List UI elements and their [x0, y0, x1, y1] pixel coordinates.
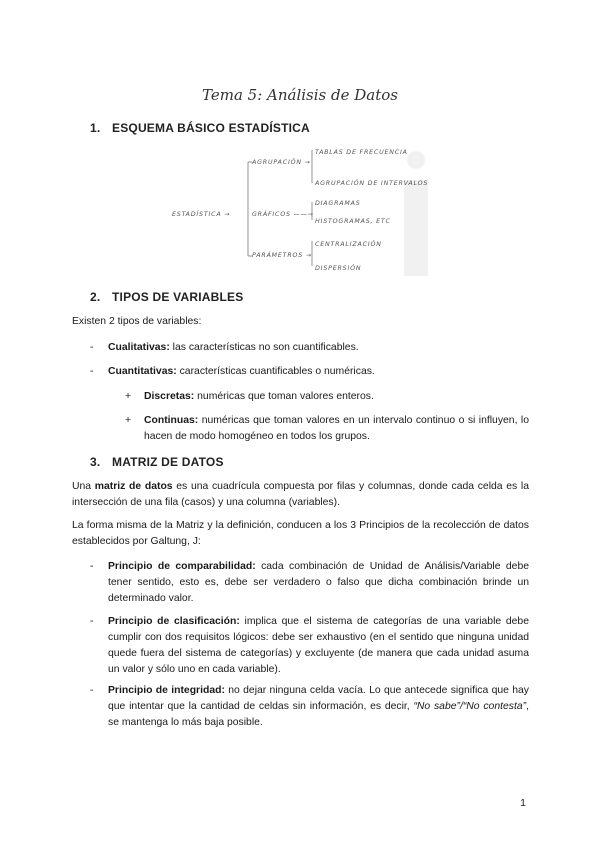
- diagram-root-label: ESTADÍSTICA →: [172, 211, 231, 218]
- diagram-branch-graphics: GRÁFICOS ——→: [252, 211, 314, 218]
- bullet-dash: -: [90, 342, 94, 353]
- desc-discrete: numéricas que toman valores enteros.: [194, 391, 374, 402]
- desc-classification: implica que el sistema de categorías de una variable debe cumplir con dos requisitos lógicos: debe ser exhaustivo (en el sentido que ninguna unidad quede fuera del sistema de categorías) y excluyente (de manera que cada unidad asuma un valor y sólo uno en cada variable).: [108, 616, 529, 675]
- term-discrete: Discretas:: [144, 391, 195, 402]
- principles-intro-paragraph: La forma misma de la Matriz y la definición, conducen a los 3 Principios de la recolección de datos establecidos por Galtung, J:: [72, 520, 529, 547]
- desc-comparability: cada combinación de Unidad de Análisis/Variable debe tener sentido, esto es, debe ser verdadero o falso que dicha combinación brinde un determinado valor.: [108, 561, 530, 604]
- variables-intro: Existen 2 tipos de variables:: [72, 316, 202, 327]
- term-classification: Principio de clasificación:: [108, 616, 240, 627]
- term-quantitative: Cuantitativas:: [108, 366, 177, 377]
- quote-no-sabe: “No sabe”/“No contesta”: [413, 701, 527, 712]
- term-integrity: Principio de integridad:: [108, 685, 225, 696]
- section-3-number: 3.: [90, 455, 101, 469]
- desc-qualitative: las características no son cuantificables.: [169, 342, 359, 353]
- term-qualitative: Cualitativas:: [108, 342, 170, 353]
- bullet-dash: -: [90, 685, 94, 696]
- diagram-item-dispersion: DISPERSIÓN: [315, 265, 362, 272]
- statistics-scheme-diagram: [160, 140, 450, 280]
- section-2-number: 2.: [90, 290, 101, 304]
- bullet-plus: +: [125, 391, 132, 402]
- bullet-dash: -: [90, 616, 94, 627]
- desc-quantitative: características cuantificables o numéricas.: [176, 366, 375, 377]
- section-1-heading: [90, 121, 310, 135]
- desc-continuous: numéricas que toman valores en un intervalo continuo o si influyen, lo hacen de modo homogéneo en todos los grupos.: [144, 415, 529, 442]
- diagram-item-frequency-tables: TABLAS DE FRECUENCIA: [315, 149, 408, 156]
- diagram-item-centralization: CENTRALIZACIÓN: [315, 241, 382, 248]
- diagram-item-interval-grouping: AGRUPACIÓN DE INTERVALOS: [315, 180, 429, 187]
- bullet-plus: +: [125, 415, 132, 426]
- document-page: Tema 5: Análisis de Datos 1. ESQUEMA BÁSICO ESTADÍSTICA ESTADÍSTICA → AGRUPACIÓN → TABLAS DE FRECUENCIA AGRUPACIÓN DE INTERVALOS GRÁFICOS ——→ DIAGRAMAS HISTOGRAMAS, ETC PARÁMETROS → CENTRALIZACIÓN DISPERSIÓN 2. TIPOS DE VARIABLES Existen 2 tipos de variables: - Cualitativas: las características no son cuantificables. - Cuantitativas: características cuantificables o numéricas. + Discretas: numéricas que toman valores enteros. + Continuas: numéricas que toman valores en un intervalo continuo o si influyen, lo hacen de modo homogéneo en todos los grupos. 3. MATRIZ DE DATOS Una matriz de datos es una cuadrícula compuesta por filas y columnas, donde cada celda es la intersección de una fila (casos) y una columna (variables). La forma misma de la Matriz y la definición, conducen a los 3 Principios de la recolección de datos establecidos por Galtung, J: - Principio de comparabilidad: cada combinación de Unidad de Análisis/Variable debe tener sentido, esto es, debe ser verdadero o falso que dicha combinación brinde un determinado valor. - Principio de clasificación: implica que el sistema de categorías de una variable debe cumplir con dos requisitos lógicos: debe ser exhaustivo (en el sentido que ninguna unidad quede fuera del sistema de categorías) y excluyente (de manera que cada unidad asuma un valor y sólo uno en cada variable). - Principio de integridad: no dejar ninguna celda vacía. Lo que antecede significa que hay que intentar que la cantidad de celdas sin información, es decir, “No sabe”/“No contesta”, se mantenga lo más baja posible. 1: [0, 0, 600, 848]
- bullet-dash: -: [90, 366, 94, 377]
- section-3-title: MATRIZ DE DATOS: [112, 455, 224, 469]
- section-1-number: 1.: [90, 121, 101, 135]
- section-1-title: ESQUEMA BÁSICO ESTADÍSTICA: [112, 121, 310, 135]
- diagram-branch-parameters: PARÁMETROS →: [252, 252, 312, 259]
- diagram-branch-grouping: AGRUPACIÓN →: [252, 159, 311, 166]
- term-data-matrix: matriz de datos: [94, 481, 173, 492]
- page-title: Tema 5: Análisis de Datos: [202, 86, 398, 104]
- section-3-heading: [90, 455, 224, 469]
- diagram-item-diagrams: DIAGRAMAS: [315, 200, 361, 207]
- term-continuous: Continuas:: [144, 415, 199, 426]
- page-number: 1: [520, 797, 526, 809]
- term-comparability: Principio de comparabilidad:: [108, 561, 256, 572]
- section-2-heading: [90, 290, 243, 304]
- diagram-item-histograms: HISTOGRAMAS, ETC: [315, 218, 391, 225]
- bullet-dash: -: [90, 561, 94, 572]
- section-2-title: TIPOS DE VARIABLES: [112, 290, 244, 304]
- matrix-definition-paragraph: Una matriz de datos es una cuadrícula compuesta por filas y columnas, donde cada celda es la intersección de una fila (casos) y una columna (variables).: [72, 481, 530, 508]
